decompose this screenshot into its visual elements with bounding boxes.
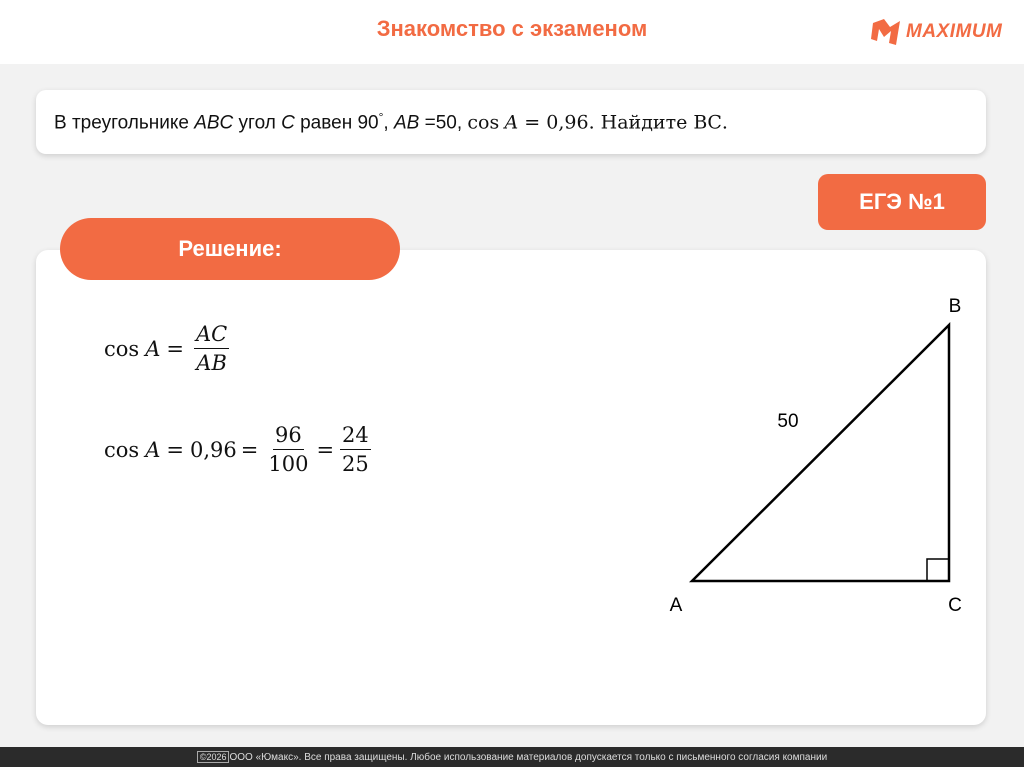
problem-text-6: = 0,96. Найдите ВС. bbox=[518, 111, 728, 134]
copyright-year: ©2026 bbox=[197, 751, 230, 763]
degree-symbol: ° bbox=[378, 110, 384, 124]
fraction-denominator: 100 bbox=[268, 452, 309, 477]
problem-angle-name: C bbox=[281, 112, 295, 134]
vertex-label-c: C bbox=[948, 595, 962, 616]
problem-text-2: угол bbox=[233, 112, 282, 134]
footer-bar bbox=[0, 747, 1024, 767]
problem-text-4: , bbox=[383, 112, 394, 134]
problem-text-3: равен 90 bbox=[294, 112, 379, 134]
angle-a: A bbox=[145, 437, 161, 462]
vertex-label-a: A bbox=[669, 595, 683, 616]
page-title: Знакомство с экзаменом bbox=[376, 16, 648, 41]
fraction-denominator: 25 bbox=[342, 452, 369, 477]
copyright-text: ООО «Юмакс». Все права защищены. Любое использование материалов допускается только с письменного согласия компании bbox=[229, 751, 828, 763]
problem-text-1: В треугольнике bbox=[54, 112, 195, 134]
problem-angle-a: A bbox=[504, 111, 519, 134]
cos-function: cos bbox=[104, 336, 140, 361]
fraction-numerator: 24 bbox=[340, 423, 371, 450]
fraction-denominator: AB bbox=[196, 351, 227, 376]
cos-value: 0,96 bbox=[189, 437, 237, 462]
problem-text-5: =50, bbox=[419, 112, 468, 134]
cos-function: cos bbox=[104, 437, 140, 462]
equals-sign: = bbox=[240, 437, 259, 462]
problem-cos: cos bbox=[467, 111, 500, 134]
problem-triangle-name: ABC bbox=[194, 112, 234, 134]
logo-text: MAXIMUM bbox=[906, 21, 1003, 42]
equals-sign: = bbox=[166, 437, 184, 462]
fraction-numerator: AC bbox=[194, 322, 229, 349]
problem-side-name: AB bbox=[393, 112, 420, 134]
ege-badge: ЕГЭ №1 bbox=[818, 174, 986, 230]
solution-heading: Решение: bbox=[60, 218, 400, 280]
triangle-abc bbox=[692, 325, 949, 581]
equals-sign: = bbox=[316, 437, 335, 462]
equals-sign: = bbox=[166, 336, 184, 361]
side-label-ab: 50 bbox=[777, 411, 799, 432]
right-angle-marker bbox=[927, 559, 949, 581]
fraction-numerator: 96 bbox=[273, 423, 304, 450]
vertex-label-b: B bbox=[948, 296, 962, 317]
angle-a: A bbox=[145, 336, 161, 361]
